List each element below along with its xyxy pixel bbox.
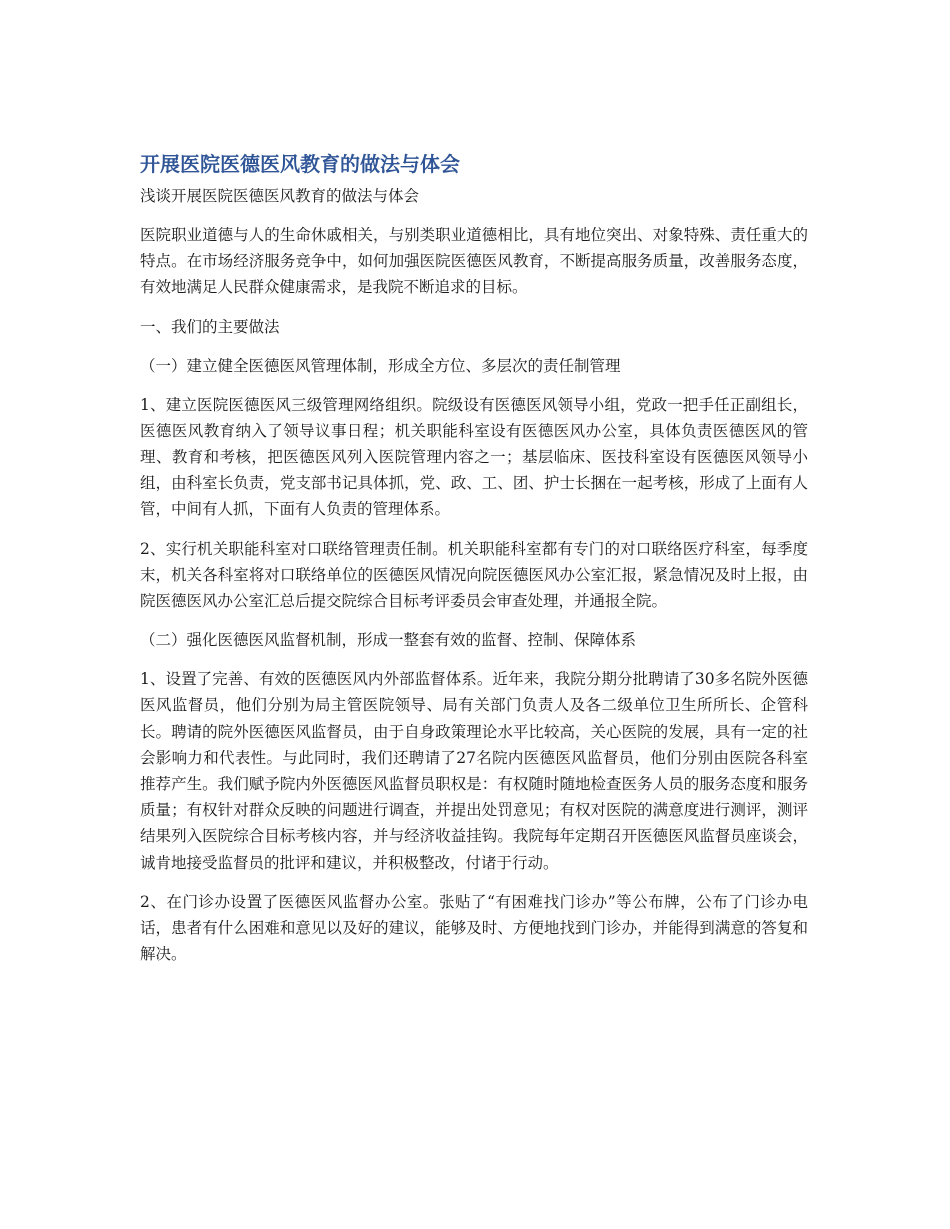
- section-heading-1: 一、我们的主要做法: [140, 317, 280, 336]
- intro-paragraph: 医院职业道德与人的生命休戚相关，与别类职业道德相比，具有地位突出、对象特殊、责任重大的特点。在市场经济服务竞争中，如何加强医院医德医风教育，不断提高服务质量，改善服务态度，有效地满足人民群众健康需求，是我院不断追求的目标。: [140, 226, 808, 297]
- subsection-1-paragraph-2: 2、实行机关职能科室对口联络管理责任制。机关职能科室都有专门的对口联络医疗科室，每季度末，机关各科室将对口联络单位的医德医风情况向院医德医风办公室汇报，紧急情况及时上报，由院医德医风办公室汇总后提交院综合目标考评委员会审查处理，并通报全院。: [140, 539, 808, 611]
- subsection-heading-2: （二）强化医德医风监督机制，形成一整套有效的监督、控制、保障体系: [140, 631, 637, 650]
- subsection-2-paragraph-2: 2、在门诊办设置了医德医风监督办公室。张贴了“有困难找门诊办”等公布牌，公布了门诊办电话，患者有什么困难和意见以及好的建议，能够及时、方便地找到门诊办，并能得到满意的答复和解决。: [140, 892, 808, 964]
- document-title: 开展医院医德医风教育的做法与体会: [140, 152, 460, 176]
- subsection-1-paragraph-1: 1、建立医院医德医风三级管理网络组织。院级设有医德医风领导小组，党政一把手任正副组长，医德医风教育纳入了领导议事日程；机关职能科室设有医德医风办公室，具体负责医德医风的管理、教育和考核，把医德医风列入医院管理内容之一；基层临床、医技科室设有医德医风领导小组，由科室长负责，党支部书记具体抓，党、政、工、团、护士长捆在一起考核，形成了上面有人管，中间有人抓，下面有人负责的管理体系。: [140, 395, 808, 519]
- document-subtitle: 浅谈开展医院医德医风教育的做法与体会: [140, 187, 420, 205]
- subsection-2-paragraph-1: 1、设置了完善、有效的医德医风内外部监督体系。近年来，我院分期分批聘请了30多名院外医德医风监督员，他们分别为局主管医院领导、局有关部门负责人及各二级单位卫生所所长、企管科长。聘请的院外医德医风监督员，由于自身政策理论水平比较高，关心医院的发展，具有一定的社会影响力和代表性。与此同时，我们还聘请了27名院内医德医风监督员，他们分别由医院各科室推荐产生。我们赋予院内外医德医风监督员职权是：有权随时随地检查医务人员的服务态度和服务质量；有权针对群众反映的问题进行调查，并提出处罚意见；有权对医院的满意度进行测评，测评结果列入医院综合目标考核内容，并与经济收益挂钩。我院每年定期召开医德医风监督员座谈会，诚肯地接受监督员的批评和建议，并积极整改，付诸于行动。: [140, 670, 808, 872]
- document-page: [140, 150, 808, 980]
- subsection-heading-1: （一）建立健全医德医风管理体制，形成全方位、多层次的责任制管理: [140, 356, 621, 375]
